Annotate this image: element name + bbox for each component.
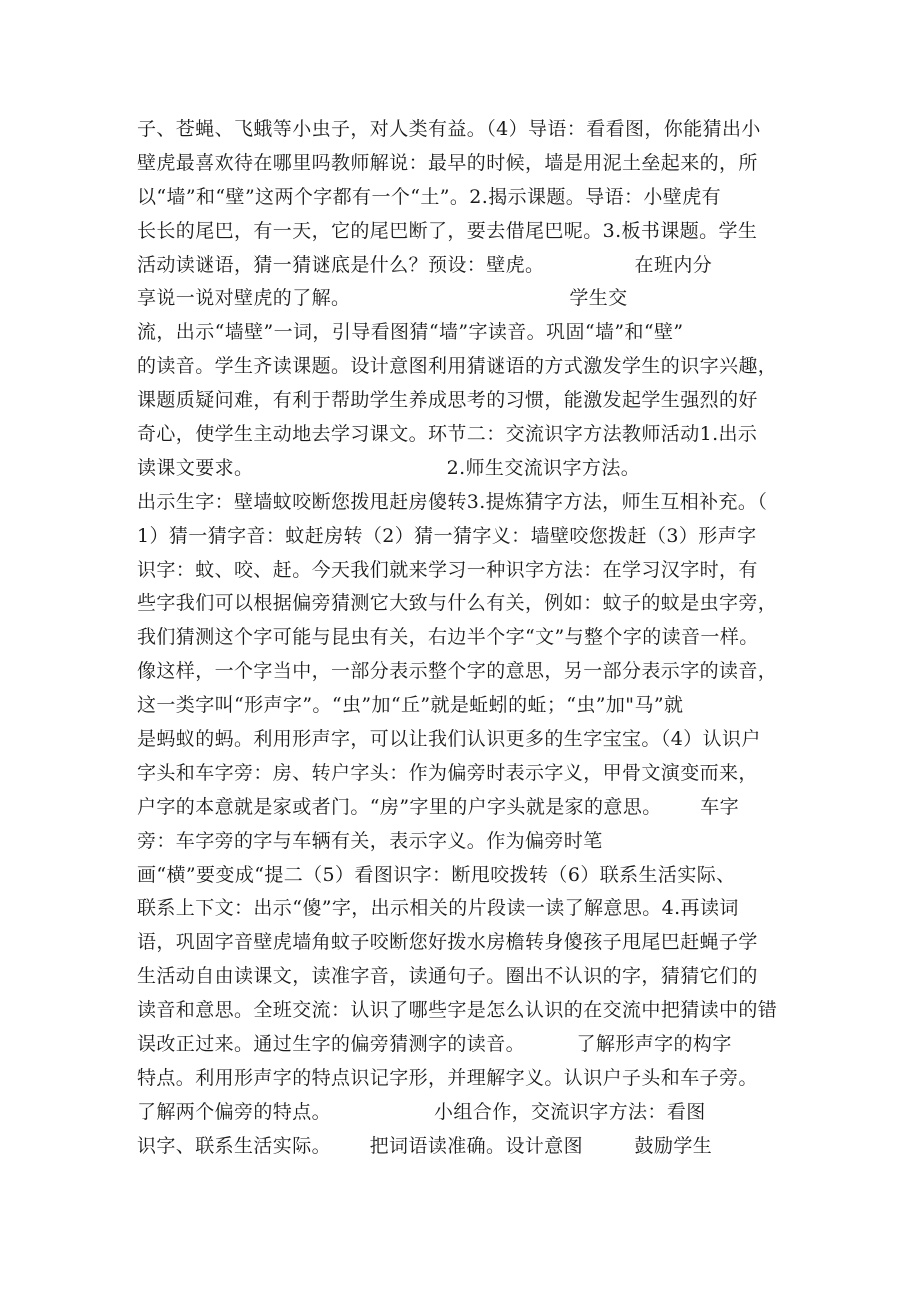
text-line: 识字、联系生活实际。 把词语读准确。设计意图 鼓励学生 (137, 1134, 713, 1157)
text-line: 以“墙”和“壁”这两个字都有一个“土”。2.揭示课题。导语：小壁虎有 (137, 185, 722, 208)
text-line: 享说一说对壁虎的了解。 学生交 (137, 287, 628, 310)
text-line: 字头和车字旁：房、转户字头：作为偏旁时表示字义，甲骨文演变而来， (137, 761, 758, 784)
text-line: 是蚂蚁的蚂。利用形声字，可以让我们认识更多的生字宝宝。（4）认识户 (137, 728, 761, 751)
text-line: 课题质疑问难，有利于帮助学生养成思考的习惯，能激发起学生强烈的好 (137, 389, 758, 412)
text-line: 误改正过来。通过生字的偏旁猜测字的读音。 了解形声字的构字 (137, 1033, 732, 1056)
text-line: 壁虎最喜欢待在哪里吗教师解说：最早的时候，墙是用泥土垒起来的，所 (137, 151, 758, 174)
text-line: 识字：蚊、咬、赶。今天我们就来学习一种识字方法：在学习汉字时，有 (137, 558, 758, 581)
text-line: 我们猜测这个字可能与昆虫有关，右边半个字“文”与整个字的读音一样。 (137, 626, 759, 649)
document-body (137, 113, 797, 1164)
text-line: 特点。利用形声字的特点识记字形，并理解字义。认识户子头和车子旁。 (137, 1066, 758, 1089)
text-line: 些字我们可以根据偏旁猜测它大致与什么有关，例如：蚊子的蚊是虫字旁， (137, 592, 778, 615)
text-line: 读音和意思。全班交流：认识了哪些字是怎么认识的在交流中把猜读中的错 (137, 999, 778, 1022)
text-line: 户字的本意就是家或者门。“房”字里的户字头就是家的意思。 车字 (137, 795, 740, 818)
text-line: 像这样，一个字当中，一部分表示整个字的意思，另一部分表示字的读音， (137, 660, 778, 683)
text-line: 的读音。学生齐读课题。设计意图利用猜谜语的方式激发学生的识字兴趣， (137, 355, 778, 378)
text-line: 活动读谜语，猜一猜谜底是什么？预设：壁虎。 在班内分 (137, 253, 713, 276)
text-line: 生活动自由读课文，读准字音，读通句子。圈出不认识的字，猜猜它们的 (137, 965, 758, 988)
text-line: 了解两个偏旁的特点。 小组合作，交流识字方法：看图 (137, 1100, 706, 1123)
text-line: 联系上下文：出示“傻”字，出示相关的片段读一读了解意思。4.再读词 (137, 897, 739, 920)
text-line: 奇心，使学生主动地去学习课文。环节二：交流识字方法教师活动1.出示 (137, 423, 758, 446)
text-line: 读课文要求。 2.师生交流识字方法。 (137, 456, 641, 479)
text-line: 这一类字叫“形声字”。“虫”加“丘”就是蚯蚓的蚯；“虫”加"马”就 (137, 694, 684, 717)
text-line: 长长的尾巴，有一天，它的尾巴断了，要去借尾巴呢。3.板书课题。学生 (137, 219, 758, 242)
text-line: 出示生字：壁墙蚊咬断您拨甩赶房傻转3.提炼猜字方法，师生互相补充。（ (137, 490, 768, 513)
text-line: 流，出示“墙壁”一词，引导看图猜“墙”字读音。巩固“墙”和“壁” (137, 321, 684, 344)
text-line: 语，巩固字音壁虎墙角蚊子咬断您好拨水房檐转身傻孩子甩尾巴赶蝇子学 (137, 931, 758, 954)
text-line: 1）猜一猜字音：蚊赶房转（2）猜一猜字义：墙壁咬您拨赶（3）形声字 (137, 524, 757, 547)
text-line: 子、苍蝇、飞蛾等小虫子，对人类有益。（4）导语：看看图，你能猜出小 (137, 118, 761, 140)
text-line: 旁：车字旁的字与车辆有关，表示字义。作为偏旁时笔 (137, 829, 603, 852)
text-line: 画“横”要变成“提二（5）看图识字：断甩咬拨转（6）联系生活实际、 (137, 863, 736, 886)
